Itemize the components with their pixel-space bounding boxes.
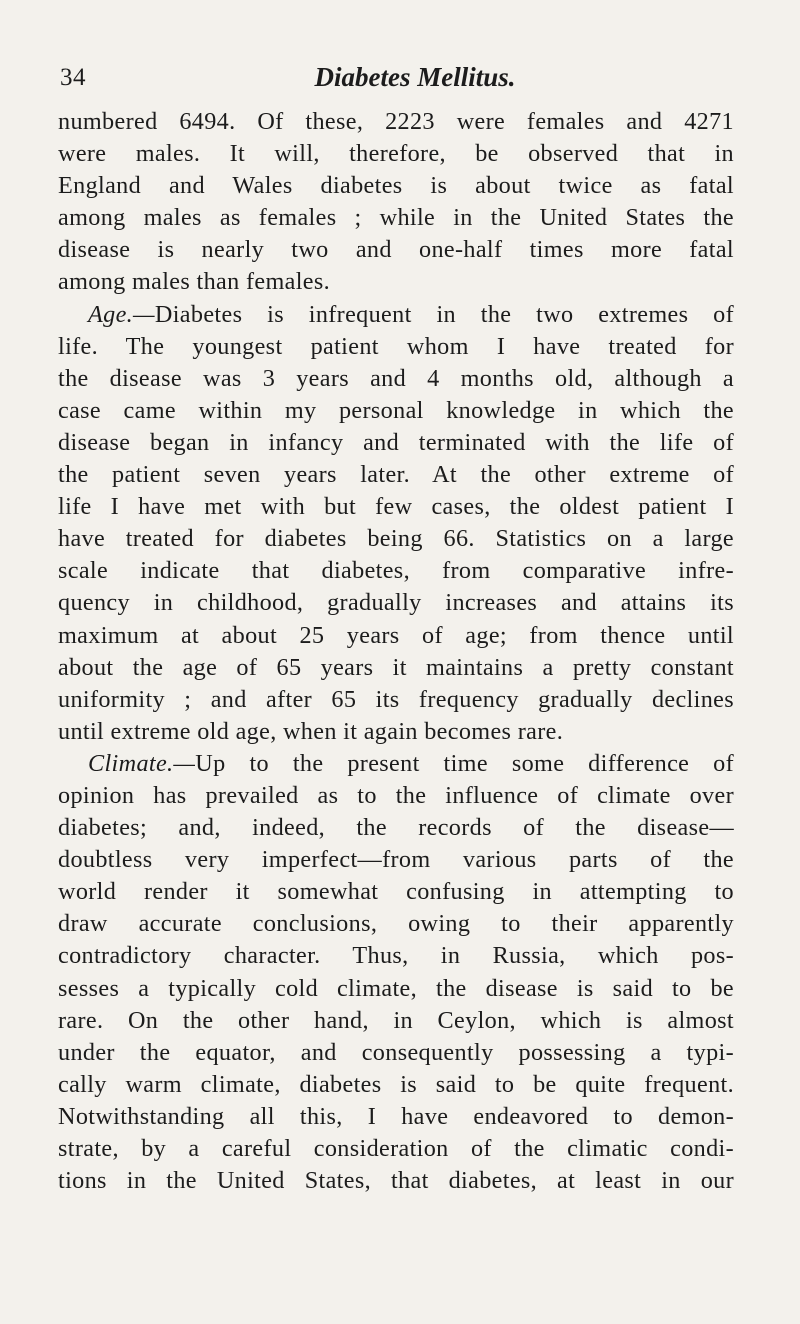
text-line: disease began in infancy and terminated with the life of (58, 428, 734, 456)
text-line: case came within my personal knowledge in which the (58, 396, 734, 424)
text-line: world render it somewhat confusing in attempting to (58, 878, 734, 906)
text-line: among males as females ; while in the United States the (58, 204, 734, 232)
text-line: until extreme old age, when it again becomes rare. (58, 717, 564, 745)
text-line: quency in childhood, gradually increases and attains its (58, 589, 734, 617)
page-header (60, 56, 740, 96)
text-line: were males. It will, therefore, be observed that in (58, 140, 734, 168)
text-line: about the age of 65 years it maintains a pretty constant (58, 653, 734, 681)
text-line: under the equator, and consequently possessing a typi- (58, 1038, 734, 1066)
section-heading-age: Age.— (88, 300, 155, 328)
page-number: 34 (60, 64, 86, 91)
text-line: the patient seven years later. At the other extreme of (58, 461, 734, 489)
text-line-content: Up to the present time some difference of (195, 749, 734, 777)
text-line: tions in the United States, that diabetes, at least in our (58, 1167, 734, 1195)
text-line-climate-paragraph (58, 748, 734, 780)
text-line: sesses a typically cold climate, the disease is said to be (58, 974, 734, 1002)
running-title: Diabetes Mellitus. (314, 62, 516, 92)
text-line: contradictory character. Thus, in Russia, which pos- (58, 942, 734, 970)
text-line: maximum at about 25 years of age; from thence until (58, 621, 734, 649)
text-line-age-paragraph (58, 299, 734, 331)
text-line: strate, by a careful consideration of the climatic condi- (58, 1135, 734, 1162)
text-line: life. The youngest patient whom I have treated for (58, 332, 734, 360)
text-line: Notwithstanding all this, I have endeavored to demon- (58, 1102, 734, 1130)
body-text (58, 106, 734, 1197)
text-line: have treated for diabetes being 66. Statistics on a large (58, 525, 734, 553)
text-line: cally warm climate, diabetes is said to be quite frequent. (58, 1070, 734, 1098)
text-line: doubtless very imperfect—from various parts of the (58, 846, 734, 874)
text-line: uniformity ; and after 65 its frequency gradually declines (58, 685, 734, 713)
text-line: numbered 6494. Of these, 2223 were females and 4271 (58, 108, 734, 135)
text-line: draw accurate conclusions, owing to their apparently (58, 910, 734, 938)
text-line: life I have met with but few cases, the oldest patient I (58, 493, 734, 521)
text-line: disease is nearly two and one-half times more fatal (58, 236, 734, 264)
text-line: among males than females. (58, 268, 331, 296)
text-line: the disease was 3 years and 4 months old, although a (58, 364, 734, 392)
text-line: rare. On the other hand, in Ceylon, which is almost (58, 1006, 734, 1034)
section-heading-climate: Climate.— (88, 749, 196, 777)
text-line: opinion has prevailed as to the influence of climate over (58, 781, 734, 809)
text-line: England and Wales diabetes is about twice as fatal (58, 172, 734, 200)
text-line-content: Diabetes is infrequent in the two extremes of (154, 300, 734, 328)
text-line: scale indicate that diabetes, from comparative infre- (58, 557, 734, 585)
text-line: diabetes; and, indeed, the records of the disease— (58, 814, 734, 842)
